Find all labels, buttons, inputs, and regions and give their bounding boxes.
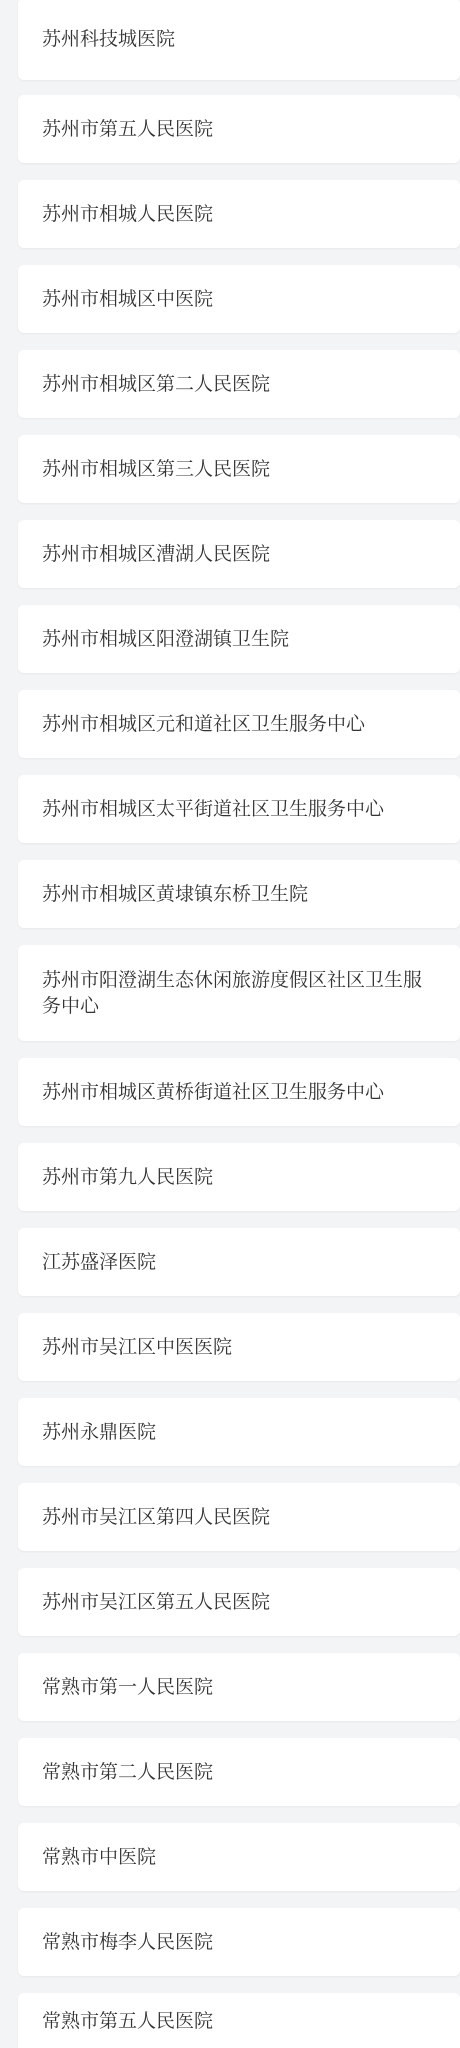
list-item[interactable]	[18, 1313, 460, 1381]
list-item[interactable]	[18, 1143, 460, 1211]
hospital-name: 苏州市相城区太平街道社区卫生服务中心	[42, 798, 385, 820]
list-item[interactable]	[18, 1738, 460, 1806]
list-item[interactable]	[18, 690, 460, 758]
list-item[interactable]	[18, 350, 460, 418]
list-item[interactable]	[18, 265, 460, 333]
list-item[interactable]	[18, 1568, 460, 1636]
hospital-name: 苏州市吴江区第四人民医院	[42, 1506, 271, 1528]
list-item[interactable]	[18, 1993, 460, 2048]
hospital-name: 江苏盛泽医院	[42, 1251, 157, 1273]
list-item[interactable]	[18, 1823, 460, 1891]
hospital-name: 常熟市梅李人民医院	[42, 1931, 214, 1953]
hospital-name: 苏州市相城区元和道社区卫生服务中心	[42, 713, 366, 735]
list-item[interactable]	[18, 1483, 460, 1551]
hospital-name: 常熟市第五人民医院	[42, 2009, 214, 2032]
list-item[interactable]	[18, 1908, 460, 1976]
hospital-name: 苏州市相城人民医院	[42, 203, 214, 225]
list-item[interactable]	[18, 95, 460, 163]
list-item[interactable]	[18, 605, 460, 673]
hospital-name: 苏州市相城区黄埭镇东桥卫生院	[42, 883, 309, 905]
hospital-name: 苏州市吴江区第五人民医院	[42, 1591, 271, 1613]
hospital-name: 常熟市第二人民医院	[42, 1761, 214, 1783]
hospital-name: 常熟市第一人民医院	[42, 1676, 214, 1698]
list-item[interactable]	[18, 1228, 460, 1296]
list-item[interactable]	[18, 520, 460, 588]
hospital-name: 苏州市阳澄湖生态休闲旅游度假区社区卫生服务中心	[42, 969, 423, 1017]
hospital-name: 苏州市相城区黄桥街道社区卫生服务中心	[42, 1081, 385, 1103]
hospital-name: 苏州市第五人民医院	[42, 118, 214, 140]
hospital-name: 苏州市相城区漕湖人民医院	[42, 543, 271, 565]
hospital-name: 苏州科技城医院	[42, 28, 176, 50]
list-item[interactable]	[18, 945, 460, 1041]
hospital-name: 苏州市相城区第二人民医院	[42, 373, 271, 395]
hospital-name: 常熟市中医院	[42, 1846, 157, 1868]
list-item[interactable]	[18, 180, 460, 248]
list-item[interactable]	[18, 0, 460, 80]
list-item[interactable]	[18, 860, 460, 928]
list-item[interactable]	[18, 435, 460, 503]
hospital-name: 苏州市第九人民医院	[42, 1166, 214, 1188]
list-item[interactable]	[18, 1398, 460, 1466]
hospital-name: 苏州市吴江区中医医院	[42, 1336, 233, 1358]
list-item[interactable]	[18, 775, 460, 843]
list-item[interactable]	[18, 1058, 460, 1126]
hospital-name: 苏州市相城区中医院	[42, 288, 214, 310]
list-item[interactable]	[18, 1653, 460, 1721]
hospital-name: 苏州永鼎医院	[42, 1421, 157, 1443]
hospital-name: 苏州市相城区第三人民医院	[42, 458, 271, 480]
hospital-name: 苏州市相城区阳澄湖镇卫生院	[42, 628, 290, 650]
